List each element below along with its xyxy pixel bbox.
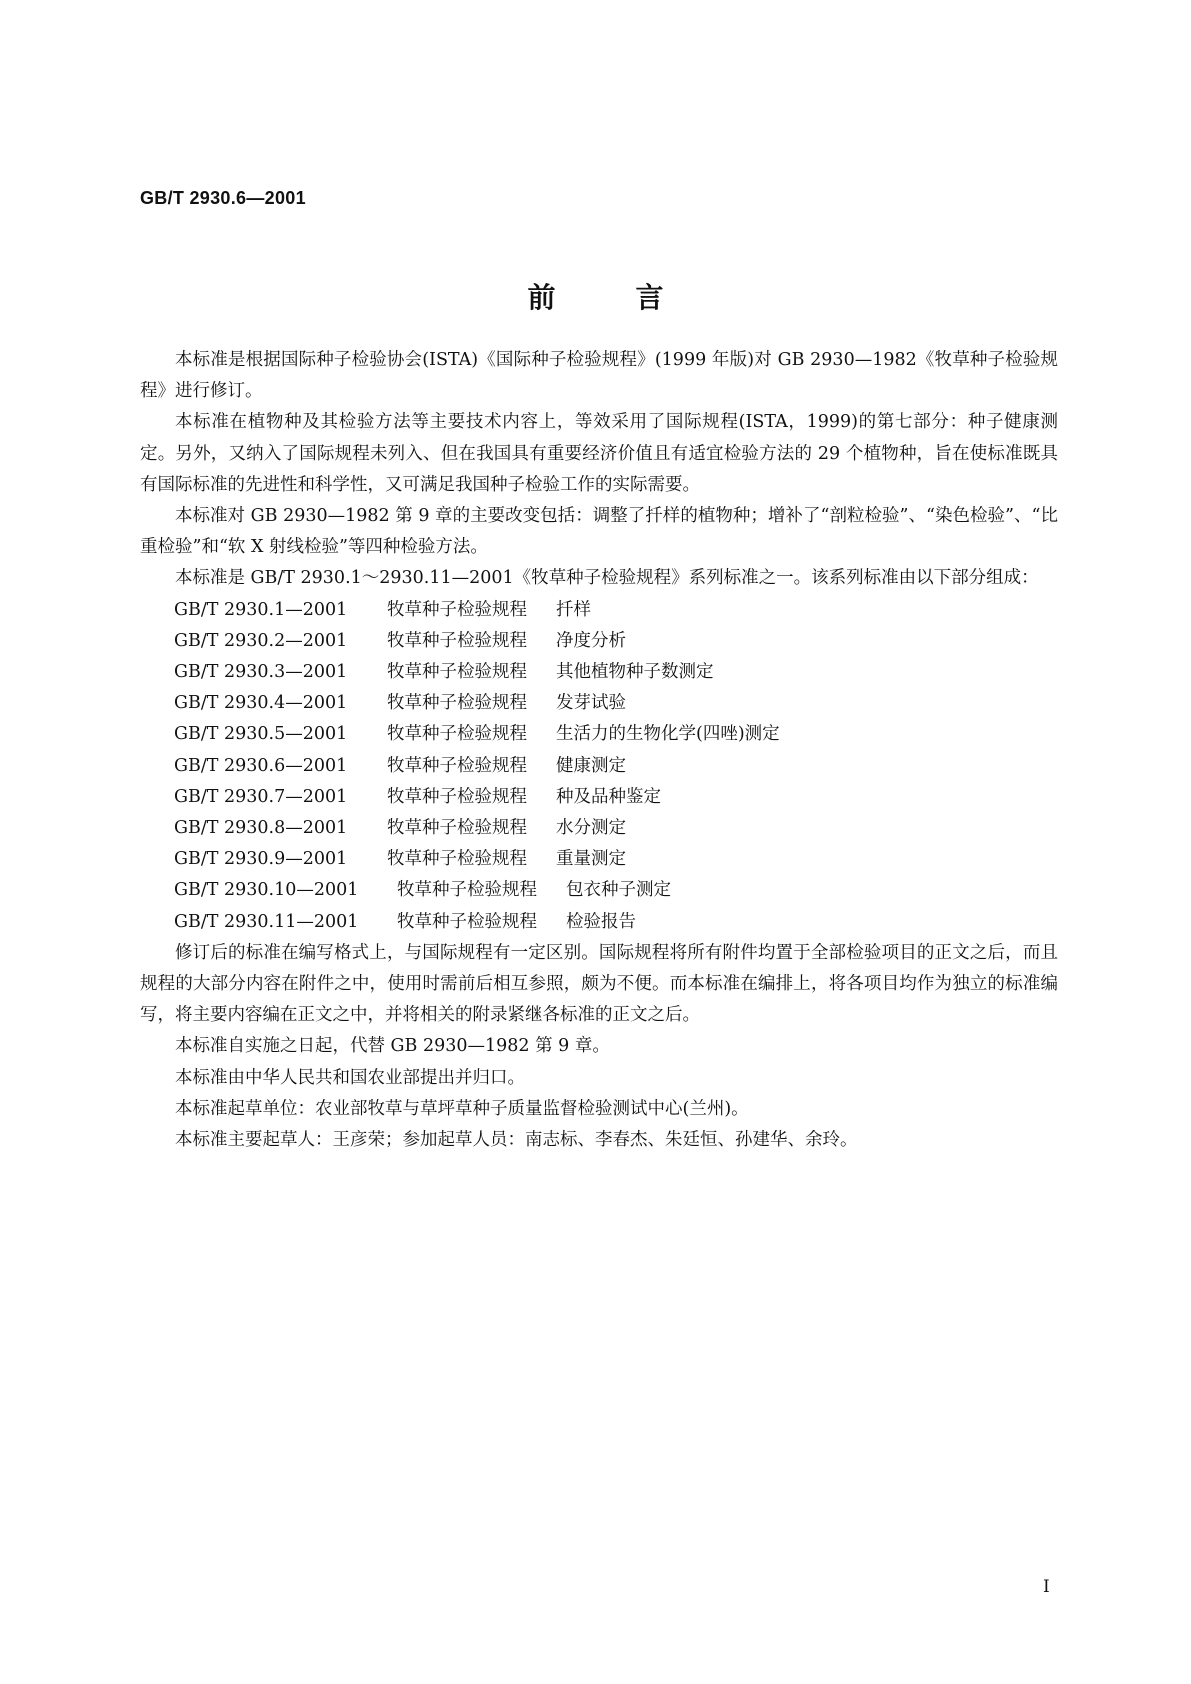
- series-title: 牧草种子检验规程: [387, 818, 527, 839]
- standard-code: GB/T 2930.1—2001: [174, 599, 348, 620]
- standard-code: GB/T 2930.10—2001: [174, 880, 359, 901]
- paragraph-proposer: 本标准由中华人民共和国农业部提出并归口。: [175, 1067, 525, 1088]
- series-title: 牧草种子检验规程: [387, 849, 527, 870]
- standard-code: GB/T 2930.6—2001: [174, 755, 348, 776]
- paragraph-equivalence: 本标准在植物种及其检验方法等主要技术内容上，等效采用了国际规程(ISTA，1999)的第七部分：种子健康测定。另外，又纳入了国际规程未列入、但在我国具有重要经济价值且有适宜检验方法的 29 个植物种，旨在使标准既具有国际标准的先进性和科学性，又可满足我国种子检验工作的实际需要。: [140, 412, 1058, 495]
- standard-code: GB/T 2930.5—2001: [174, 724, 348, 745]
- series-title: 牧草种子检验规程: [387, 662, 527, 683]
- series-title: 牧草种子检验规程: [387, 724, 527, 745]
- list-item: [140, 844, 1058, 875]
- part-title: 净度分析: [556, 630, 626, 651]
- part-title: 重量测定: [556, 849, 626, 870]
- part-title: 水分测定: [556, 818, 626, 839]
- series-list: [140, 595, 1058, 938]
- part-title: 检验报告: [566, 911, 636, 932]
- series-title: 牧草种子检验规程: [387, 630, 527, 651]
- part-title: 其他植物种子数测定: [556, 662, 714, 683]
- paragraph-drafters: 本标准主要起草人：王彦荣；参加起草人员：南志标、李春杰、朱廷恒、孙建华、余玲。: [175, 1130, 858, 1151]
- paragraph-replaces: 本标准自实施之日起，代替 GB 2930—1982 第 9 章。: [175, 1036, 610, 1057]
- standard-code: GB/T 2930.9—2001: [174, 849, 348, 870]
- list-item: [140, 813, 1058, 844]
- list-item: [140, 751, 1058, 782]
- standard-code: GB/T 2930.3—2001: [174, 662, 348, 683]
- series-title: 牧草种子检验规程: [387, 755, 527, 776]
- series-title: 牧草种子检验规程: [397, 911, 537, 932]
- standard-code: GB/T 2930.4—2001: [174, 693, 348, 714]
- standard-code: GB/T 2930.8—2001: [174, 818, 348, 839]
- list-item: [140, 907, 1058, 938]
- foreword-body: [140, 345, 1058, 1156]
- standard-code: GB/T 2930.11—2001: [174, 911, 359, 932]
- list-item: [140, 688, 1058, 719]
- part-title: 扦样: [556, 599, 591, 620]
- series-title: 牧草种子检验规程: [387, 599, 527, 620]
- part-title: 包衣种子测定: [566, 880, 671, 901]
- part-title: 发芽试验: [556, 693, 626, 714]
- list-item: [140, 595, 1058, 626]
- paragraph-basis: 本标准是根据国际种子检验协会(ISTA)《国际种子检验规程》(1999 年版)对 GB 2930—1982《牧草种子检验规程》进行修订。: [140, 350, 1058, 402]
- standard-code-header: GB/T 2930.6—2001: [140, 188, 306, 208]
- list-item: [140, 657, 1058, 688]
- series-title: 牧草种子检验规程: [387, 693, 527, 714]
- standard-code: GB/T 2930.7—2001: [174, 786, 348, 807]
- page-number: I: [1043, 1577, 1050, 1597]
- list-item: [140, 782, 1058, 813]
- series-title: 牧草种子检验规程: [387, 786, 527, 807]
- list-item: [140, 626, 1058, 657]
- part-title: 种及品种鉴定: [556, 786, 661, 807]
- paragraph-changes: 本标准对 GB 2930—1982 第 9 章的主要改变包括：调整了扦样的植物种；增补了“剖粒检验”、“染色检验”、“比重检验”和“软 X 射线检验”等四种检验方法。: [140, 506, 1058, 558]
- part-title: 生活力的生物化学(四唑)测定: [556, 724, 780, 745]
- part-title: 健康测定: [556, 755, 626, 776]
- series-title: 牧草种子检验规程: [397, 880, 537, 901]
- paragraph-series-intro: 本标准是 GB/T 2930.1～2930.11—2001《牧草种子检验规程》系列标准之一。该系列标准由以下部分组成：: [175, 568, 1039, 589]
- standard-code: GB/T 2930.2—2001: [174, 630, 348, 651]
- paragraph-drafting-unit: 本标准起草单位：农业部牧草与草坪草种子质量监督检验测试中心(兰州)。: [175, 1098, 749, 1119]
- paragraph-format: 修订后的标准在编写格式上，与国际规程有一定区别。国际规程将所有附件均置于全部检验项目的正文之后，而且规程的大部分内容在附件之中，使用时需前后相互参照，颇为不便。而本标准在编排上，将各项目均作为独立的标准编写，将主要内容编在正文之中，并将相关的附录紧继各标准的正文之后。: [140, 942, 1058, 1026]
- list-item: [140, 875, 1058, 906]
- list-item: [140, 719, 1058, 750]
- page-title: 前言: [527, 281, 744, 314]
